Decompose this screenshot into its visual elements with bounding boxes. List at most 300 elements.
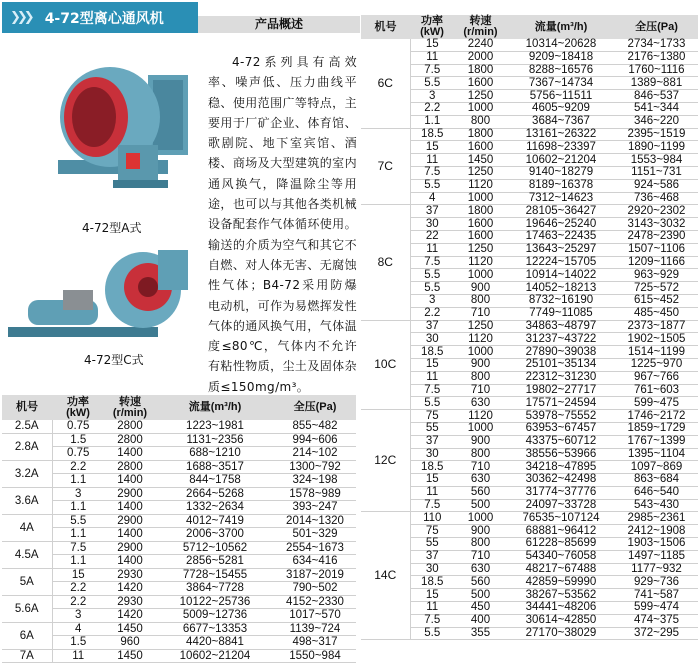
speed-cell: 560 <box>454 486 507 499</box>
flow-cell: 43375~60712 <box>507 435 615 448</box>
table-row <box>361 256 698 269</box>
pressure-cell: 2734~1733 <box>615 39 698 51</box>
pressure-cell: 324~198 <box>274 474 356 488</box>
power-cell: 4 <box>410 192 454 205</box>
speed-cell: 1250 <box>454 320 507 333</box>
flow-cell: 4420~8841 <box>156 636 274 650</box>
page-title: 4-72型离心通风机 <box>44 10 164 27</box>
flow-cell: 38267~53562 <box>507 589 615 602</box>
overview-header: 产品概述 <box>198 16 360 33</box>
power-cell: 1.1 <box>52 528 104 542</box>
flow-cell: 10602~21204 <box>507 154 615 167</box>
speed-cell: 2930 <box>104 595 156 609</box>
spec-table-a <box>2 395 356 663</box>
header-flow: 流量(m³/h) <box>507 15 615 39</box>
power-cell: 7.5 <box>52 541 104 555</box>
flow-cell: 30362~42498 <box>507 474 615 487</box>
flow-cell: 27170~38029 <box>507 627 615 640</box>
table-body <box>361 39 698 640</box>
flow-cell: 24097~33728 <box>507 499 615 512</box>
pressure-cell: 1209~1166 <box>615 256 698 269</box>
flow-cell: 34218~47895 <box>507 461 615 474</box>
power-cell: 3 <box>52 487 104 501</box>
flow-cell: 22312~31230 <box>507 371 615 384</box>
speed-cell: 800 <box>454 538 507 551</box>
table-row <box>2 609 356 623</box>
speed-cell: 800 <box>454 371 507 384</box>
pressure-cell: 1395~1104 <box>615 448 698 461</box>
model-cell: 14C <box>361 512 410 640</box>
table-row <box>361 77 698 90</box>
speed-cell: 710 <box>454 461 507 474</box>
flow-cell: 7367~14734 <box>507 77 615 90</box>
model-cell: 4A <box>2 514 52 541</box>
flow-cell: 53978~75552 <box>507 410 615 423</box>
speed-cell: 630 <box>454 474 507 487</box>
table-row <box>361 294 698 307</box>
table-row <box>361 410 698 423</box>
power-cell: 15 <box>410 474 454 487</box>
speed-cell: 630 <box>454 563 507 576</box>
table-row <box>2 582 356 596</box>
table-row <box>361 269 698 282</box>
speed-cell: 1800 <box>454 205 507 218</box>
table-row <box>361 141 698 154</box>
speed-cell: 2900 <box>104 541 156 555</box>
speed-cell: 900 <box>454 358 507 371</box>
table-row <box>361 333 698 346</box>
type-c-caption: 4-72型C式 <box>84 353 144 367</box>
pressure-cell: 1497~1185 <box>615 550 698 563</box>
power-cell: 30 <box>410 448 454 461</box>
power-cell: 18.5 <box>410 346 454 359</box>
speed-cell: 2240 <box>454 39 507 51</box>
spec-table-c <box>361 15 698 640</box>
speed-cell: 400 <box>454 614 507 627</box>
pressure-cell: 393~247 <box>274 501 356 515</box>
pressure-cell: 1300~792 <box>274 460 356 474</box>
power-cell: 7.5 <box>410 499 454 512</box>
table-header-row <box>2 395 356 420</box>
speed-cell: 1400 <box>104 474 156 488</box>
header-pressure: 全压(Pa) <box>274 395 356 420</box>
header-pressure: 全压(Pa) <box>615 15 698 39</box>
power-cell: 1.5 <box>52 636 104 650</box>
model-cell: 5.6A <box>2 595 52 622</box>
flow-cell: 1332~2634 <box>156 501 274 515</box>
speed-cell: 1120 <box>454 410 507 423</box>
pressure-cell: 2395~1519 <box>615 128 698 141</box>
pressure-cell: 1177~932 <box>615 563 698 576</box>
flow-cell: 1131~2356 <box>156 433 274 447</box>
speed-cell: 1450 <box>104 649 156 663</box>
model-cell: 2.5A <box>2 420 52 433</box>
speed-cell: 800 <box>454 294 507 307</box>
power-cell: 55 <box>410 422 454 435</box>
table-row <box>361 448 698 461</box>
table-row <box>361 128 698 141</box>
flow-cell: 13161~26322 <box>507 128 615 141</box>
table-row <box>361 538 698 551</box>
table-row <box>2 420 356 433</box>
speed-cell: 1800 <box>454 128 507 141</box>
power-cell: 11 <box>410 486 454 499</box>
type-a-caption: 4-72型A式 <box>82 221 142 235</box>
flow-cell: 9209~18418 <box>507 51 615 64</box>
pressure-cell: 967~766 <box>615 371 698 384</box>
table-row <box>361 218 698 231</box>
flow-cell: 2664~5268 <box>156 487 274 501</box>
power-cell: 2.2 <box>410 102 454 115</box>
table-row <box>361 371 698 384</box>
speed-cell: 1250 <box>454 90 507 103</box>
pressure-cell: 736~468 <box>615 192 698 205</box>
power-cell: 37 <box>410 550 454 563</box>
flow-cell: 5712~10562 <box>156 541 274 555</box>
speed-cell: 2900 <box>104 487 156 501</box>
pressure-cell: 741~587 <box>615 589 698 602</box>
speed-cell: 500 <box>454 589 507 602</box>
speed-cell: 1400 <box>104 447 156 461</box>
model-cell: 8C <box>361 205 410 320</box>
flow-cell: 4012~7419 <box>156 514 274 528</box>
power-cell: 5.5 <box>410 282 454 295</box>
table-row <box>2 528 356 542</box>
model-cell: 2.8A <box>2 433 52 460</box>
speed-cell: 900 <box>454 525 507 538</box>
table-row <box>2 541 356 555</box>
flow-cell: 844~1758 <box>156 474 274 488</box>
power-cell: 3 <box>410 90 454 103</box>
flow-cell: 27890~39038 <box>507 346 615 359</box>
header-model: 机号 <box>2 395 52 420</box>
power-cell: 11 <box>410 371 454 384</box>
flow-cell: 8288~16576 <box>507 64 615 77</box>
flow-cell: 68881~96412 <box>507 525 615 538</box>
header-speed: 转速 (r/min) <box>104 395 156 420</box>
speed-cell: 355 <box>454 627 507 640</box>
pressure-cell: 963~929 <box>615 269 698 282</box>
table-row <box>361 179 698 192</box>
speed-cell: 1420 <box>104 582 156 596</box>
pressure-cell: 214~102 <box>274 447 356 461</box>
power-cell: 1.1 <box>52 555 104 569</box>
speed-cell: 710 <box>454 307 507 320</box>
speed-cell: 1600 <box>454 230 507 243</box>
table-row <box>2 474 356 488</box>
power-cell: 11 <box>52 649 104 663</box>
power-cell: 11 <box>410 51 454 64</box>
speed-cell: 1600 <box>454 218 507 231</box>
table-row <box>361 627 698 640</box>
pressure-cell: 761~603 <box>615 384 698 397</box>
table-row <box>2 433 356 447</box>
flow-cell: 54340~76058 <box>507 550 615 563</box>
power-cell: 2.2 <box>52 582 104 596</box>
table-row <box>2 636 356 650</box>
table-row <box>2 460 356 474</box>
pressure-cell: 2478~2390 <box>615 230 698 243</box>
speed-cell: 1400 <box>104 555 156 569</box>
table-header-row <box>361 15 698 39</box>
speed-cell: 2800 <box>104 433 156 447</box>
fan-type-a-image <box>38 55 198 205</box>
header-model: 机号 <box>361 15 410 39</box>
speed-cell: 1000 <box>454 422 507 435</box>
table-body <box>2 420 356 663</box>
flow-cell: 48217~67488 <box>507 563 615 576</box>
table-row <box>361 358 698 371</box>
pressure-cell: 1139~724 <box>274 622 356 636</box>
speed-cell: 1120 <box>454 333 507 346</box>
model-cell: 6C <box>361 39 410 128</box>
power-cell: 75 <box>410 410 454 423</box>
speed-cell: 1000 <box>454 269 507 282</box>
power-cell: 11 <box>410 154 454 167</box>
speed-cell: 1400 <box>104 528 156 542</box>
table-row <box>361 397 698 410</box>
speed-cell: 2800 <box>104 460 156 474</box>
table-row <box>361 576 698 589</box>
flow-cell: 28105~36427 <box>507 205 615 218</box>
speed-cell: 1800 <box>454 64 507 77</box>
power-cell: 11 <box>410 243 454 256</box>
pressure-cell: 2176~1380 <box>615 51 698 64</box>
table-row <box>361 64 698 77</box>
flow-cell: 7728~15455 <box>156 568 274 582</box>
speed-cell: 1400 <box>104 501 156 515</box>
table-row <box>361 205 698 218</box>
speed-cell: 710 <box>454 550 507 563</box>
table-row <box>2 447 356 461</box>
pressure-cell: 1017~570 <box>274 609 356 623</box>
flow-cell: 34863~48797 <box>507 320 615 333</box>
pressure-cell: 924~586 <box>615 179 698 192</box>
flow-cell: 3684~7367 <box>507 115 615 128</box>
flow-cell: 13643~25297 <box>507 243 615 256</box>
power-cell: 1.1 <box>52 501 104 515</box>
power-cell: 30 <box>410 218 454 231</box>
power-cell: 0.75 <box>52 447 104 461</box>
power-cell: 2.2 <box>410 307 454 320</box>
model-cell: 6A <box>2 622 52 649</box>
power-cell: 18.5 <box>410 461 454 474</box>
flow-cell: 19646~25240 <box>507 218 615 231</box>
fan-type-c-image <box>8 245 193 345</box>
pressure-cell: 1578~989 <box>274 487 356 501</box>
power-cell: 30 <box>410 563 454 576</box>
speed-cell: 560 <box>454 576 507 589</box>
pressure-cell: 4152~2330 <box>274 595 356 609</box>
flow-cell: 10314~20628 <box>507 39 615 51</box>
table-row <box>361 39 698 51</box>
pressure-cell: 1151~731 <box>615 166 698 179</box>
flow-cell: 7312~14623 <box>507 192 615 205</box>
pressure-cell: 599~474 <box>615 602 698 615</box>
table-row <box>361 115 698 128</box>
table-row <box>361 435 698 448</box>
flow-cell: 25101~35134 <box>507 358 615 371</box>
table-row <box>361 525 698 538</box>
table-row <box>361 512 698 525</box>
flow-cell: 63953~67457 <box>507 422 615 435</box>
pressure-cell: 994~606 <box>274 433 356 447</box>
power-cell: 22 <box>410 230 454 243</box>
model-cell: 4.5A <box>2 541 52 568</box>
speed-cell: 1000 <box>454 102 507 115</box>
flow-cell: 1223~1981 <box>156 420 274 433</box>
speed-cell: 2800 <box>104 420 156 433</box>
pressure-cell: 1550~984 <box>274 649 356 663</box>
flow-cell: 17463~22435 <box>507 230 615 243</box>
pressure-cell: 2373~1877 <box>615 320 698 333</box>
table-row <box>361 307 698 320</box>
table-row <box>361 102 698 115</box>
power-cell: 37 <box>410 320 454 333</box>
speed-cell: 2930 <box>104 568 156 582</box>
table-row <box>361 422 698 435</box>
flow-cell: 4605~9209 <box>507 102 615 115</box>
model-cell: 5A <box>2 568 52 595</box>
pressure-cell: 1514~1199 <box>615 346 698 359</box>
flow-cell: 8189~16378 <box>507 179 615 192</box>
speed-cell: 1450 <box>454 154 507 167</box>
model-cell: 10C <box>361 320 410 410</box>
speed-cell: 1000 <box>454 346 507 359</box>
power-cell: 5.5 <box>410 397 454 410</box>
power-cell: 4 <box>52 622 104 636</box>
flow-cell: 2856~5281 <box>156 555 274 569</box>
flow-cell: 76535~107124 <box>507 512 615 525</box>
table-row <box>361 192 698 205</box>
flow-cell: 31774~37776 <box>507 486 615 499</box>
power-cell: 75 <box>410 525 454 538</box>
pressure-cell: 1507~1106 <box>615 243 698 256</box>
pressure-cell: 3187~2019 <box>274 568 356 582</box>
pressure-cell: 863~684 <box>615 474 698 487</box>
power-cell: 15 <box>52 568 104 582</box>
header-flow: 流量(m³/h) <box>156 395 274 420</box>
power-cell: 7.5 <box>410 614 454 627</box>
pressure-cell: 846~537 <box>615 90 698 103</box>
power-cell: 15 <box>410 358 454 371</box>
power-cell: 11 <box>410 602 454 615</box>
pressure-cell: 2920~2302 <box>615 205 698 218</box>
pressure-cell: 725~572 <box>615 282 698 295</box>
flow-cell: 10914~14022 <box>507 269 615 282</box>
flow-cell: 6677~13353 <box>156 622 274 636</box>
power-cell: 5.5 <box>410 179 454 192</box>
speed-cell: 960 <box>104 636 156 650</box>
table-row <box>2 514 356 528</box>
table-row <box>2 568 356 582</box>
table-row <box>361 384 698 397</box>
table-row <box>361 230 698 243</box>
pressure-cell: 1553~984 <box>615 154 698 167</box>
pressure-cell: 1097~869 <box>615 461 698 474</box>
pressure-cell: 634~416 <box>274 555 356 569</box>
flow-cell: 1688~3517 <box>156 460 274 474</box>
table-row <box>361 154 698 167</box>
table-row <box>2 501 356 515</box>
flow-cell: 8732~16190 <box>507 294 615 307</box>
pressure-cell: 498~317 <box>274 636 356 650</box>
pressure-cell: 1890~1199 <box>615 141 698 154</box>
model-cell: 7C <box>361 128 410 205</box>
pressure-cell: 1903~1506 <box>615 538 698 551</box>
pressure-cell: 2554~1673 <box>274 541 356 555</box>
header-speed: 转速 (r/min) <box>454 15 507 39</box>
flow-cell: 31237~43722 <box>507 333 615 346</box>
power-cell: 5.5 <box>52 514 104 528</box>
table-row <box>361 474 698 487</box>
flow-cell: 61228~85699 <box>507 538 615 551</box>
pressure-cell: 485~450 <box>615 307 698 320</box>
table-row <box>2 595 356 609</box>
flow-cell: 42859~59990 <box>507 576 615 589</box>
table-row <box>361 346 698 359</box>
pressure-cell: 1767~1399 <box>615 435 698 448</box>
power-cell: 37 <box>410 435 454 448</box>
power-cell: 3 <box>410 294 454 307</box>
model-cell: 12C <box>361 410 410 512</box>
power-cell: 5.5 <box>410 269 454 282</box>
speed-cell: 900 <box>454 282 507 295</box>
power-cell: 5.5 <box>410 627 454 640</box>
pressure-cell: 2412~1908 <box>615 525 698 538</box>
description-text: 4-72系列具有高效率、噪声低、压力曲线平稳、使用范围广等特点，主要用于厂矿企业、体育馆、歌剧院、地下室宾馆、酒楼、商场及大型建筑的室内通风换气，降温除尘等用途，也可以与其他各类机械设备配套作气体循环使用。输送的介质为空气和其它不自燃、对人体无害、无腐蚀性气体；B4-72采用防爆电动机，可作为易燃挥发性气体的通风换气用，气体温度≤80℃，气体内不允许有粘性物质，尘土及固体杂质≤150mg/m³。 <box>208 55 357 394</box>
flow-cell: 9140~18279 <box>507 166 615 179</box>
pressure-cell: 346~220 <box>615 115 698 128</box>
speed-cell: 1600 <box>454 141 507 154</box>
table-row <box>361 589 698 602</box>
power-cell: 0.75 <box>52 420 104 433</box>
power-cell: 7.5 <box>410 64 454 77</box>
speed-cell: 1420 <box>104 609 156 623</box>
header-power: 功率 (kW) <box>410 15 454 39</box>
model-cell: 3.2A <box>2 460 52 487</box>
pressure-cell: 615~452 <box>615 294 698 307</box>
power-cell: 37 <box>410 205 454 218</box>
chevron-right-icon: ❯❯❯ <box>10 10 31 25</box>
pressure-cell: 1902~1505 <box>615 333 698 346</box>
table-row <box>361 614 698 627</box>
power-cell: 30 <box>410 333 454 346</box>
flow-cell: 5756~11511 <box>507 90 615 103</box>
pressure-cell: 541~344 <box>615 102 698 115</box>
power-cell: 15 <box>410 39 454 51</box>
power-cell: 55 <box>410 538 454 551</box>
table-row <box>361 320 698 333</box>
power-cell: 2.2 <box>52 460 104 474</box>
table-row <box>2 487 356 501</box>
model-cell: 3.6A <box>2 487 52 514</box>
pressure-cell: 929~736 <box>615 576 698 589</box>
pressure-cell: 543~430 <box>615 499 698 512</box>
power-cell: 1.5 <box>52 433 104 447</box>
pressure-cell: 855~482 <box>274 420 356 433</box>
pressure-cell: 599~475 <box>615 397 698 410</box>
table-row <box>361 563 698 576</box>
header-power: 功率 (kW) <box>52 395 104 420</box>
power-cell: 5.5 <box>410 77 454 90</box>
flow-cell: 14052~18213 <box>507 282 615 295</box>
speed-cell: 1250 <box>454 243 507 256</box>
flow-cell: 10122~25736 <box>156 595 274 609</box>
power-cell: 15 <box>410 141 454 154</box>
table-row <box>361 282 698 295</box>
pressure-cell: 474~375 <box>615 614 698 627</box>
